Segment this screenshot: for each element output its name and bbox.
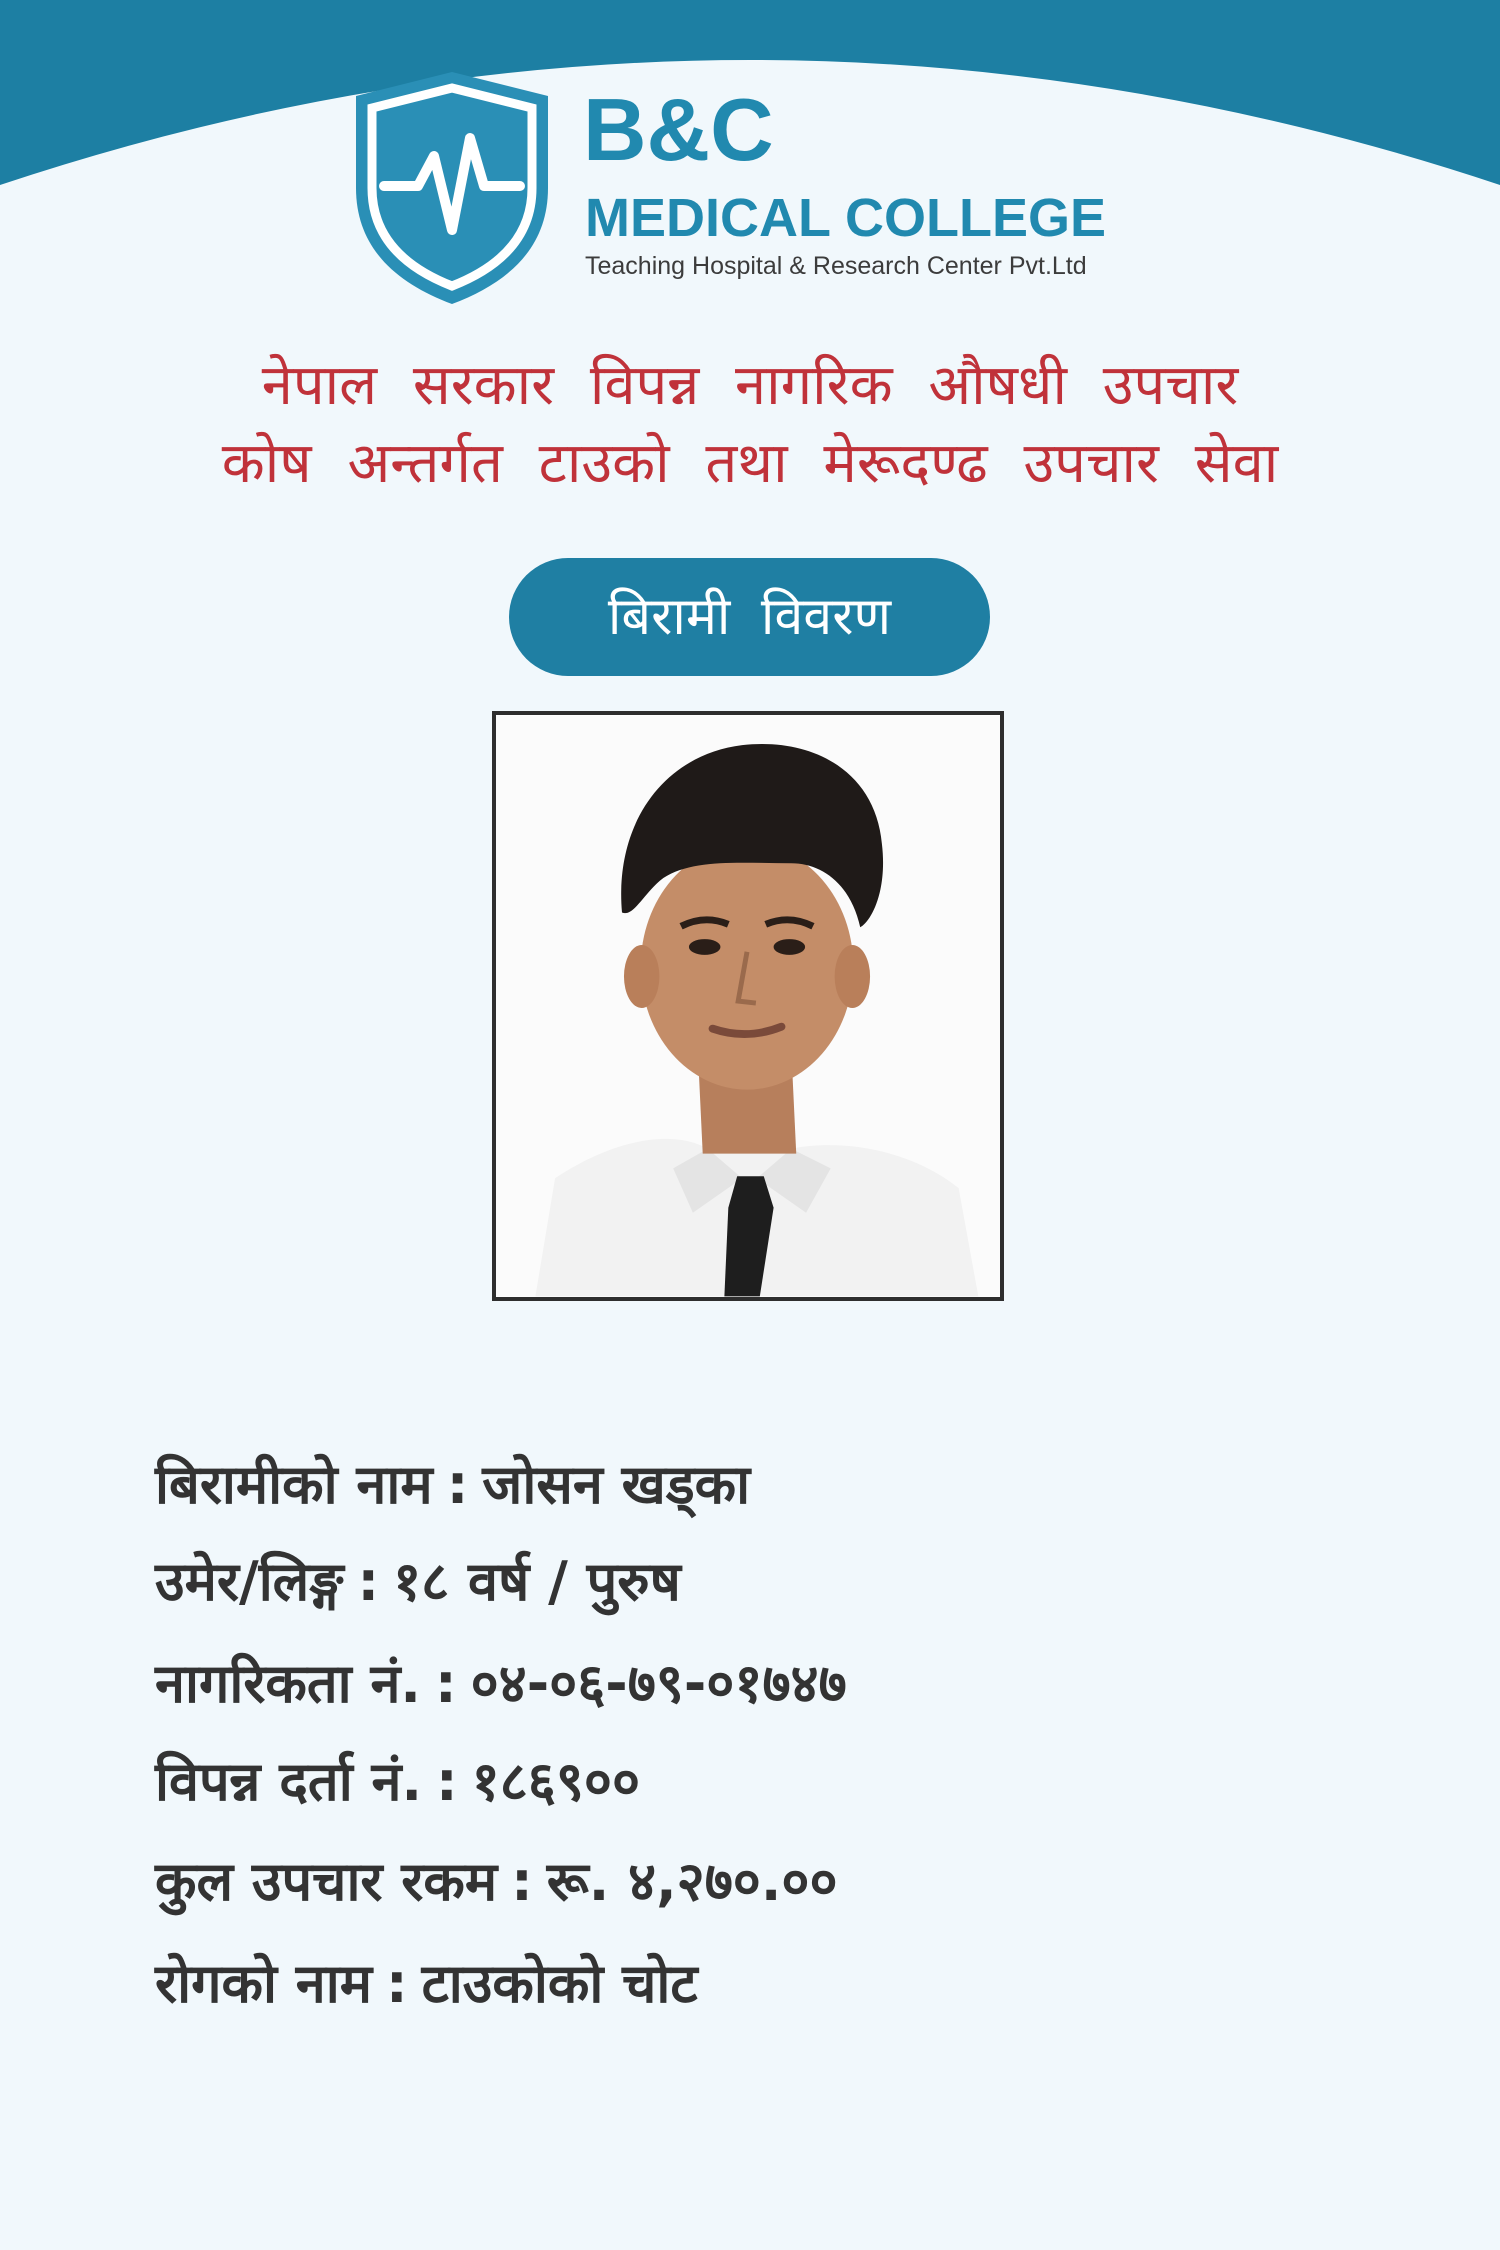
detail-value: १८ वर्ष / पुरुष [393,1550,681,1613]
detail-treatment-amount [155,1850,838,1913]
detail-label: कुल उपचार रकम [155,1850,498,1913]
detail-value: रू. ४,२७०.०० [546,1850,838,1913]
detail-value: ०४-०६-७९-०१७४७ [470,1652,847,1715]
detail-separator: : [434,1652,457,1715]
detail-label: बिरामीको नाम [155,1453,433,1516]
detail-age-gender [155,1550,681,1613]
detail-separator: : [357,1550,380,1613]
detail-registration-number [155,1750,641,1813]
brand-tagline: Teaching Hospital & Research Center Pvt.Ltd [585,252,1087,280]
detail-value: १८६९०० [471,1750,641,1813]
detail-label: नागरिकता नं. [155,1652,421,1715]
detail-disease-name [155,1952,698,2015]
detail-value: टाउकोको चोट [421,1952,698,2015]
detail-value: जोसन खड्का [482,1453,751,1516]
headline-line-1: नेपाल सरकार विपन्न नागरिक औषधी उपचार [261,353,1239,418]
detail-label: रोगको नाम [155,1952,372,2015]
detail-label: उमेर/लिङ्ग [155,1550,344,1613]
detail-separator: : [385,1952,408,2015]
detail-separator: : [446,1453,469,1516]
section-title-pill: बिरामी विवरण [509,558,990,676]
detail-label: विपन्न दर्ता नं. [155,1750,422,1813]
brand-name: B&C [583,80,774,179]
headline-line-2: कोष अन्तर्गत टाउको तथा मेरूदण्ढ उपचार सेवा [221,431,1279,496]
brand-subtitle: MEDICAL COLLEGE [585,188,1107,248]
detail-patient-name [155,1453,751,1516]
detail-separator: : [511,1850,533,1913]
patient-photo-image [496,715,1000,1297]
detail-citizenship-number [155,1652,847,1715]
shield-heartbeat-icon [348,68,556,308]
detail-separator: : [436,1750,458,1813]
patient-photo [492,711,1004,1301]
